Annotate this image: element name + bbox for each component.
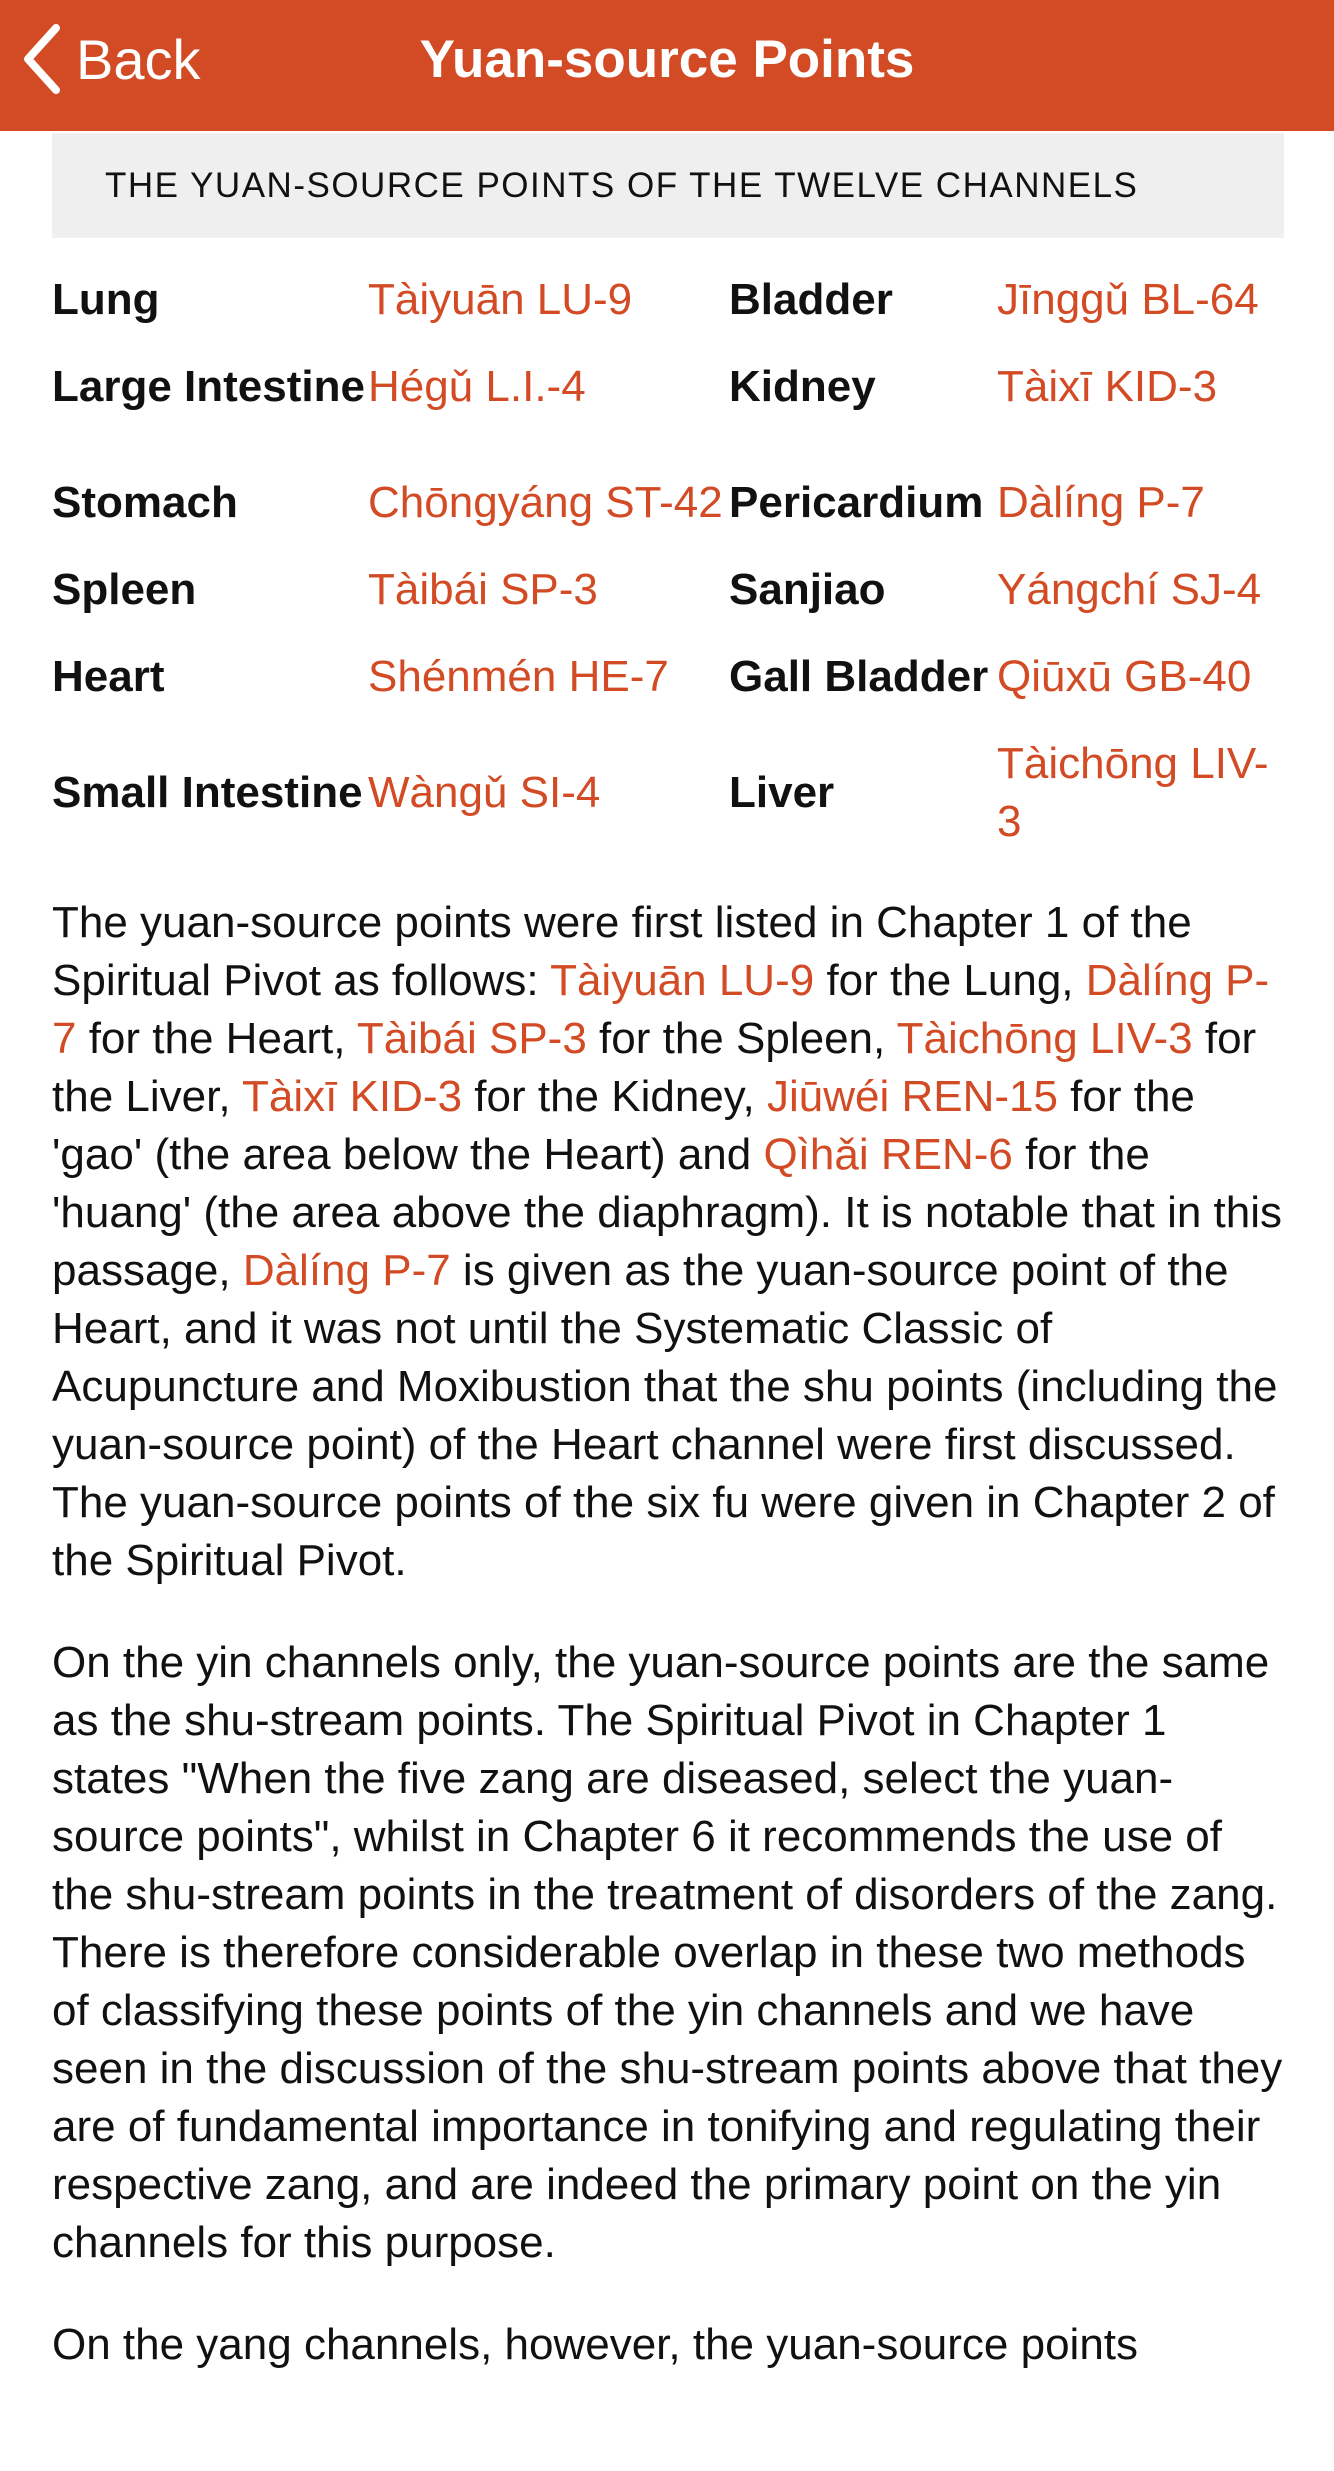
point-link[interactable]: Tàixī KID-3: [242, 1072, 463, 1121]
table-row: [52, 329, 1292, 445]
channel-name: Lung: [52, 275, 160, 324]
point-link[interactable]: Tàiyuān LU-9: [550, 956, 815, 1005]
section-header: THE YUAN-SOURCE POINTS OF THE TWELVE CHANNELS: [52, 133, 1284, 238]
paragraph-text: for the Lung,: [814, 956, 1086, 1005]
channel-name: Small Intestine: [52, 768, 363, 817]
point-link[interactable]: Tàibái SP-3: [368, 565, 598, 614]
paragraph-text: for the 'huang' (the area above the diaphragm). It is notable that in this passage,: [52, 1130, 1283, 1295]
paragraph-text: for the Liver,: [52, 1014, 1257, 1121]
table-row: [52, 735, 1292, 851]
page-title: Yuan-source Points: [419, 30, 915, 89]
paragraph: On the yang channels, however, the yuan-source points: [52, 2320, 1139, 2369]
paragraph-text: for the 'gao' (the area below the Heart) and: [52, 1072, 1195, 1179]
back-label: Back: [76, 27, 201, 91]
channel-name: Liver: [729, 768, 835, 817]
navigation-bar: [0, 0, 1334, 131]
paragraph: [52, 894, 1292, 1590]
table-row: [52, 271, 1292, 329]
table-row: [52, 561, 1292, 619]
paragraph-text: for the Heart,: [76, 1014, 357, 1063]
point-link[interactable]: Jiūwéi REN-15: [766, 1072, 1058, 1121]
channel-name: Kidney: [729, 362, 876, 411]
point-link[interactable]: Yángchí SJ-4: [997, 565, 1262, 614]
point-link[interactable]: Chōngyáng ST-42: [368, 478, 723, 527]
paragraph: On the yin channels only, the yuan-source points are the same as the shu-stream points. The Spiritual Pivot in Chapter 1 states "When the five zang are diseased, select the yuan-source points", whilst in Chapter 6 it recommends the use of the shu-stream points in the treatment of disorders of the zang. There is therefore considerable overlap in these two methods of classifying these points of the yin channels and we have seen in the discussion of the shu-stream points above that they are of fundamental importance in tonifying and regulating their respective zang, and are indeed the primary point on the yin channels for this purpose.: [52, 1638, 1283, 2267]
point-link[interactable]: Dàlíng P-7: [52, 956, 1270, 1063]
table-row: [52, 619, 1292, 735]
table-row: [52, 445, 1292, 561]
point-link[interactable]: Hégǔ L.I.-4: [368, 362, 586, 411]
channel-name: Sanjiao: [729, 565, 886, 614]
yuan-source-table: [52, 271, 1292, 851]
channel-name: Stomach: [52, 478, 238, 527]
point-link[interactable]: Shénmén HE-7: [368, 652, 669, 701]
channel-name: Gall Bladder: [729, 652, 989, 701]
point-link[interactable]: Dàlíng P-7: [242, 1246, 451, 1295]
point-link[interactable]: Tàiyuān LU-9: [368, 275, 633, 324]
channel-name: Spleen: [52, 565, 197, 614]
channel-name: Heart: [52, 652, 165, 701]
point-link[interactable]: Tàichōng LIV-3: [896, 1014, 1193, 1063]
point-link[interactable]: Tàichōng LIV-3: [997, 739, 1269, 846]
point-link[interactable]: Qìhǎi REN-6: [763, 1130, 1013, 1179]
point-link[interactable]: Wàngǔ SI-4: [368, 768, 601, 817]
paragraph-text: The yuan-source points were first listed in Chapter 1 of the Spiritual Pivot as follows:: [52, 898, 1192, 1005]
channel-name: Large Intestine: [52, 362, 365, 411]
point-link[interactable]: Dàlíng P-7: [997, 478, 1205, 527]
paragraph-text: for the Spleen,: [586, 1014, 897, 1063]
point-link[interactable]: Tàixī KID-3: [997, 362, 1218, 411]
paragraph-text: is given as the yuan-source point of the Heart, and it was not until the Systematic Classic of Acupuncture and Moxibustion that the shu points (including the yuan-source point) of the Heart channel were first discussed. The yuan-source points of the six fu were given in Chapter 2 of the Spiritual Pivot.: [52, 1246, 1278, 1585]
article-body: [52, 894, 1292, 2418]
point-link[interactable]: Jīnggǔ BL-64: [997, 275, 1259, 324]
channel-name: Bladder: [729, 275, 893, 324]
point-link[interactable]: Tàibái SP-3: [356, 1014, 587, 1063]
paragraph-text: for the Kidney,: [462, 1072, 767, 1121]
channel-name: Pericardium: [729, 478, 984, 527]
point-link[interactable]: Qiūxū GB-40: [997, 652, 1252, 701]
